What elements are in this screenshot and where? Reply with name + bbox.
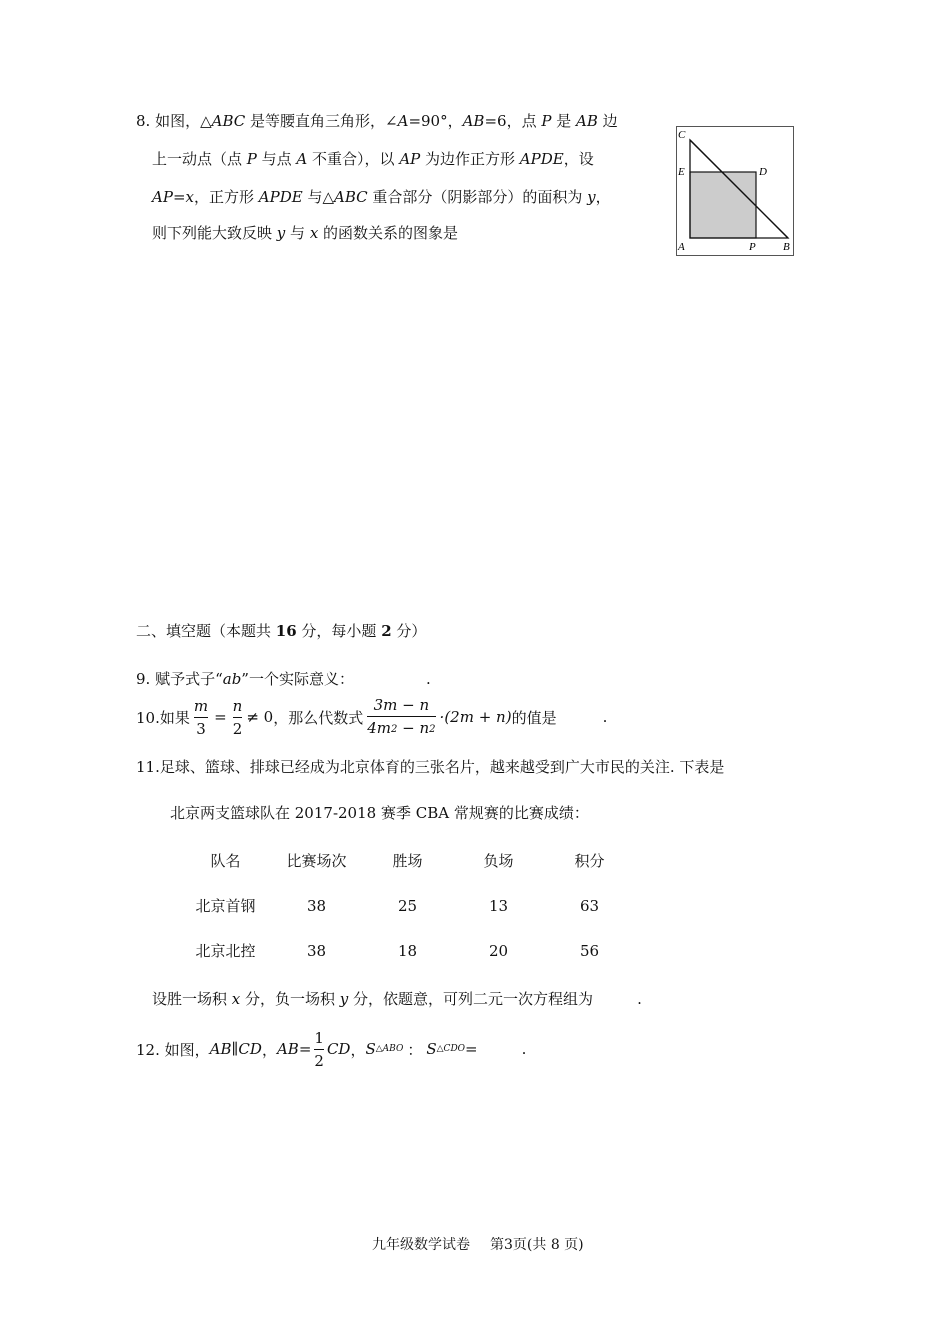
table-header: 队名 [210, 852, 241, 870]
table-cell: 38 [306, 896, 327, 915]
footer-page-number: 第3页(共 8 页) [490, 1237, 584, 1253]
table-cell: 63 [579, 896, 600, 915]
footer-subject: 九年级数学试卷 [372, 1237, 470, 1253]
label-d: D [759, 166, 767, 178]
shaded-region [690, 172, 756, 238]
table-cell: 13 [488, 896, 509, 915]
cba-score-table [180, 838, 635, 973]
label-p: P [749, 241, 756, 253]
table-cell: 18 [397, 941, 418, 960]
table-cell: 25 [397, 896, 418, 915]
q8-line-4: 则下列能大致反映 y 与 x 的函数关系的图象是 [152, 224, 459, 242]
q8-line-2: 上一动点（点 P 与点 A 不重合），以 AP 为边作正方形 APDE，设 [152, 150, 594, 168]
table-header-row [180, 838, 635, 883]
q11-line-3: 设胜一场积 x 分，负一场积 y 分，依题意，可列二元一次方程组为 . [152, 990, 642, 1008]
page-footer [372, 1234, 584, 1254]
q10: 10.如果 $\frac{m}{3}$ = $\frac{n}{2}$ ≠ 0 ，那么代数式 $\frac{3m - n}{4m2 - n2}$ ·(2m + n) 的值是 . [136, 695, 608, 738]
table-row [180, 883, 635, 928]
label-a: A [678, 241, 685, 253]
label-b: B [783, 241, 790, 253]
q11-line-2: 北京两支篮球队在 2017-2018 赛季 CBA 常规赛的比赛成绩： [170, 804, 589, 822]
section-2-heading: 二、填空题（本题共 16 分，每小题 2 分） [136, 622, 427, 640]
fraction-one-half: $\frac{1}{2}$ [314, 1028, 324, 1070]
table-cell: 38 [306, 941, 327, 960]
table-cell: 20 [488, 941, 509, 960]
table-header: 负场 [483, 852, 514, 870]
q11-line-1: 11.足球、篮球、排球已经成为北京体育的三张名片，越来越受到广大市民的关注. 下表是 [136, 758, 725, 776]
table-cell: 56 [579, 941, 600, 960]
q8-line-3: AP=x，正方形 APDE 与△ABC 重合部分（阴影部分）的面积为 y， [152, 188, 611, 206]
table-row [180, 928, 635, 973]
table-cell: 北京首钢 [195, 897, 256, 915]
table-header: 胜场 [392, 852, 423, 870]
table-header: 积分 [574, 852, 605, 870]
table-header: 比赛场次 [286, 852, 347, 870]
label-c: C [678, 129, 686, 141]
label-e: E [678, 166, 685, 178]
table-cell: 北京北控 [195, 942, 256, 960]
q8-triangle-figure [676, 126, 794, 256]
fraction-expression: $\frac{3m - n}{4m2 - n2}$ [367, 695, 436, 737]
fraction-n-2: $\frac{n}{2}$ [232, 696, 243, 738]
q8-line-1: 8. 如图，△ABC 是等腰直角三角形，∠A=90°，AB=6，点 P 是 AB 边 [136, 112, 618, 130]
fraction-m-3: $\frac{m}{3}$ [193, 696, 209, 738]
q9: 9. 赋予式子“ab”一个实际意义： . [136, 670, 431, 688]
q12: 12. 如图， AB ∥ CD ， AB = $\frac{1}{2}$ CD ， S △ABO ： S △CDO = . [136, 1028, 527, 1070]
